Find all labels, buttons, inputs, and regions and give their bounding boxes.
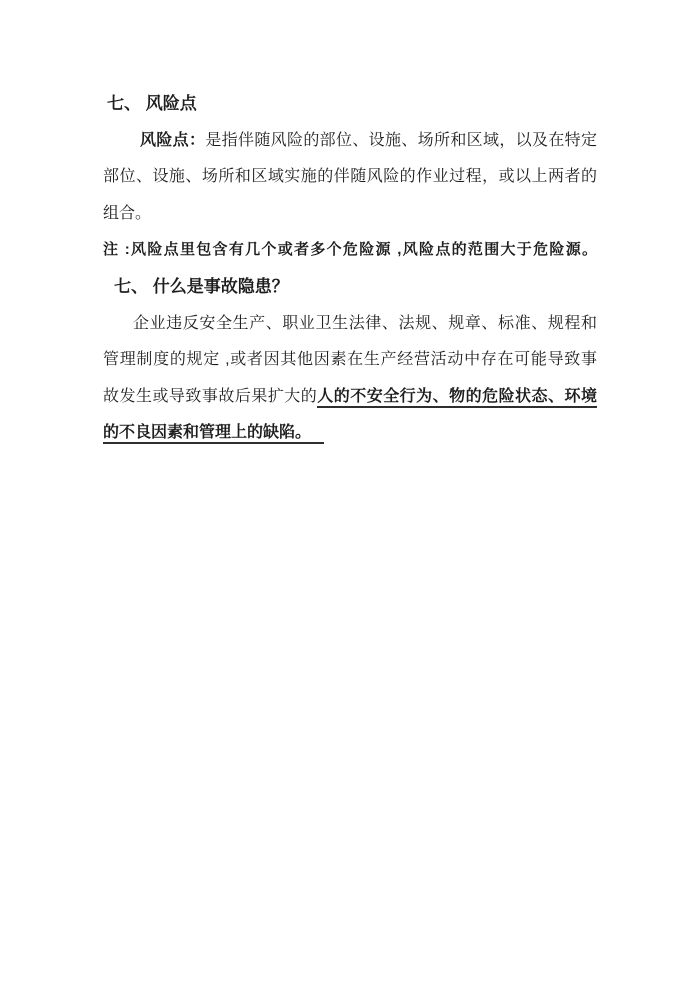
text-line	[103, 306, 597, 343]
text-line	[103, 86, 597, 123]
underlined-text-segment	[311, 424, 324, 444]
text-segment: 组合。	[103, 204, 152, 222]
text-line	[103, 379, 597, 416]
text-segment: 管理制度的规定 ,或者因其他因素在生产经营活动中存在可能导致事	[103, 351, 597, 369]
text-line	[103, 342, 597, 379]
text-line	[103, 232, 597, 269]
text-line	[103, 415, 597, 452]
text-segment: 是指伴随风险的部位、设施、场所和区域，以及在特定	[205, 131, 597, 149]
underlined-text-segment: 人的不安全行为、物的危险状态、环境	[317, 388, 597, 408]
text-segment: 风险点：	[140, 131, 206, 149]
text-line	[103, 269, 597, 306]
underlined-text-segment: 的不良因素和管理上的缺陷。	[103, 424, 311, 444]
text-line	[103, 196, 597, 233]
text-segment: 七、 风险点	[107, 94, 197, 113]
text-line	[103, 123, 597, 160]
text-segment: 部位、设施、场所和区域实施的伴随风险的作业过程，或以上两者的	[103, 168, 597, 186]
text-segment: 故发生或导致事故后果扩大的	[103, 387, 318, 405]
document-body	[103, 86, 597, 452]
text-segment: 七、 什么是事故隐患？	[114, 276, 289, 296]
text-line	[103, 159, 597, 196]
text-segment: 注 :风险点里包含有几个或者多个危险源 ,风险点的范围大于危险源。	[103, 241, 597, 259]
text-segment: 企业违反安全生产、职业卫生法律、法规、规章、标准、规程和	[133, 314, 597, 332]
